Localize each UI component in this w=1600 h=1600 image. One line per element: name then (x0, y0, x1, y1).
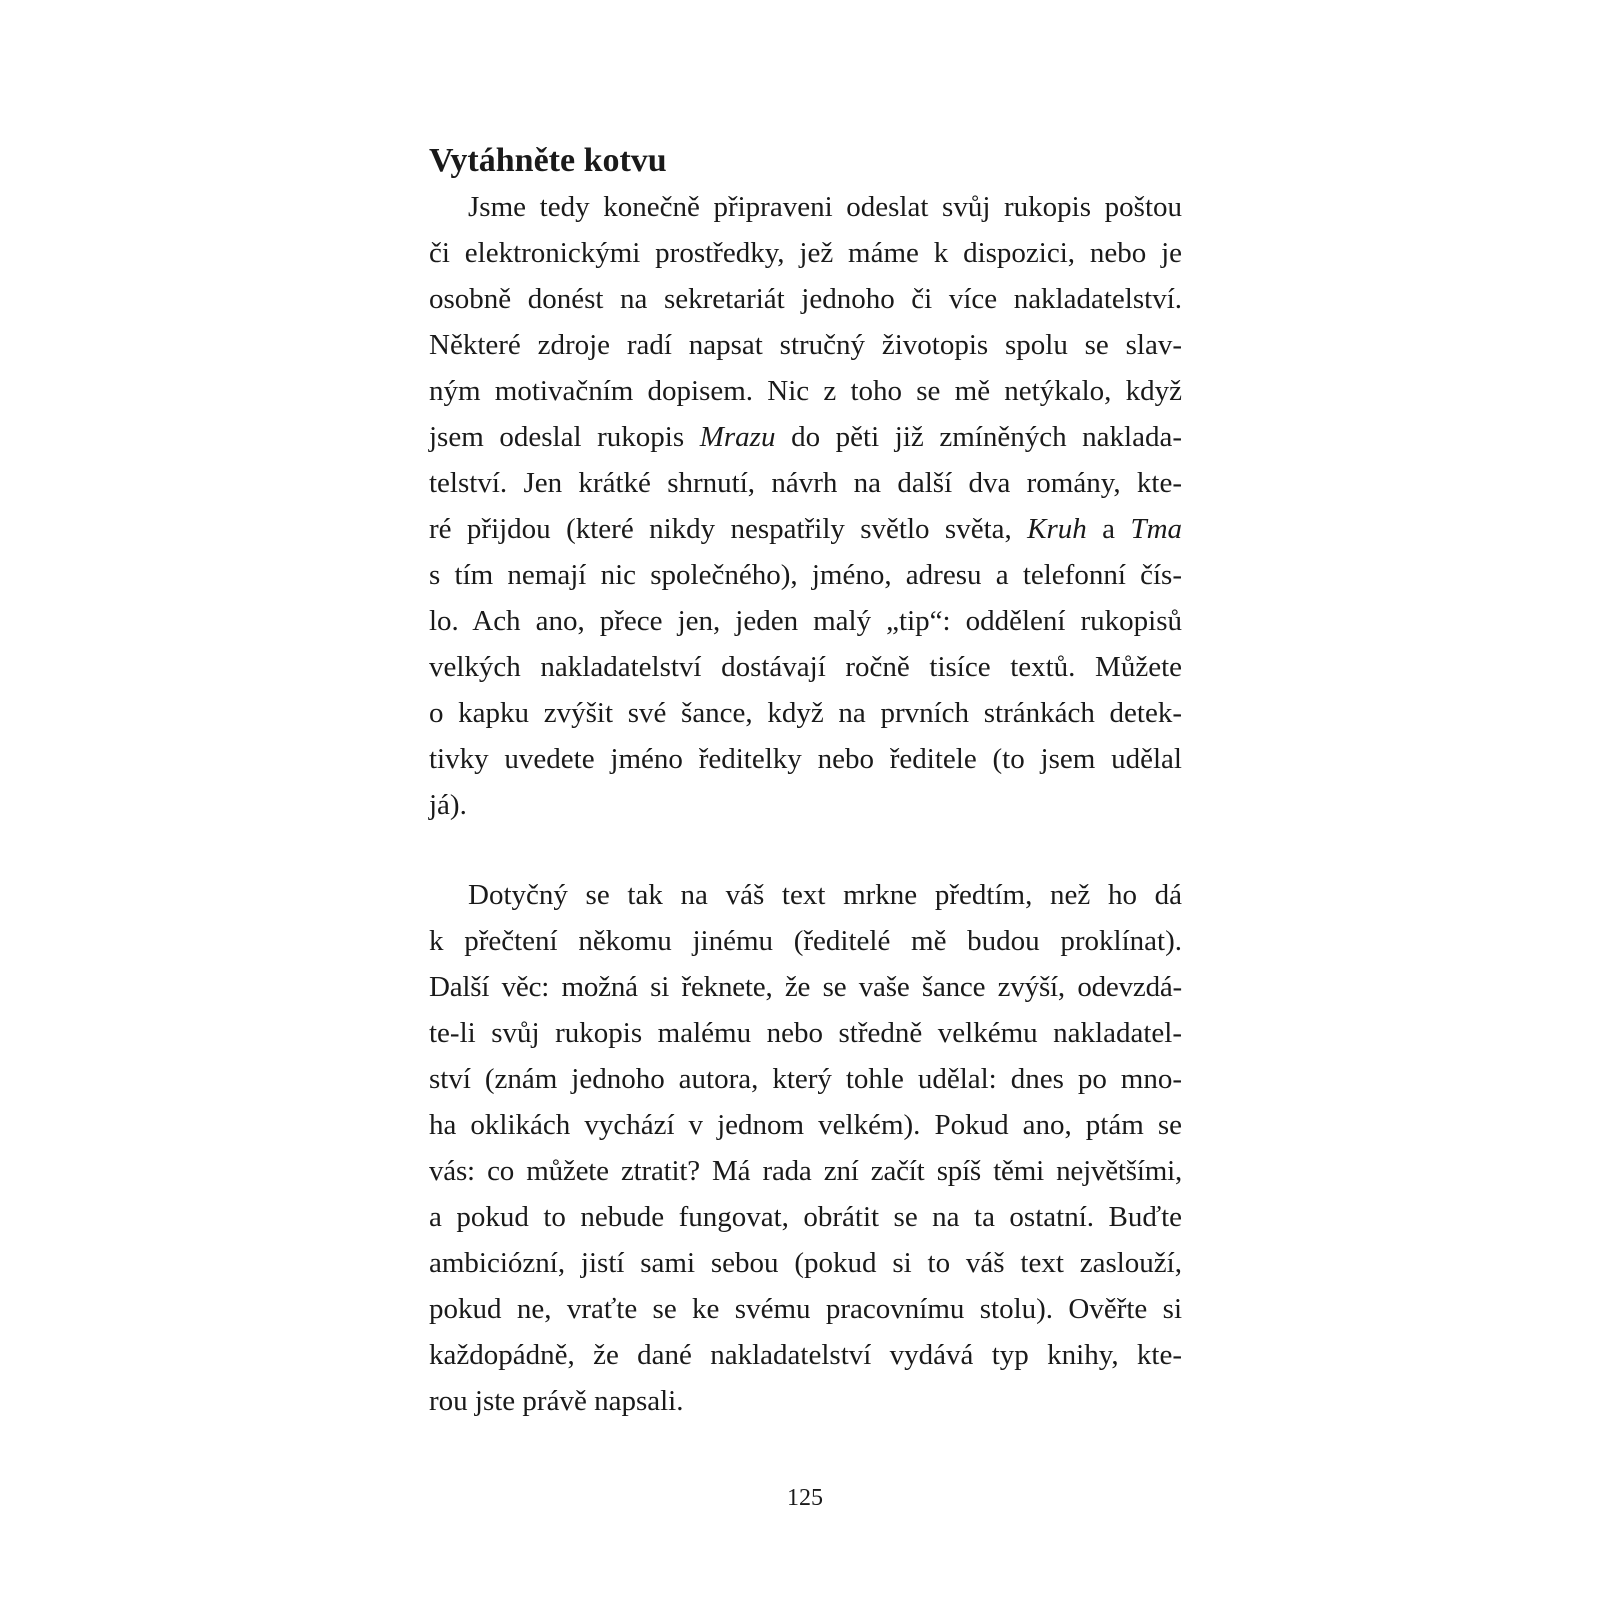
paragraph-line: každopádně, že dané nakladatelství vydává typ knihy, kte- (429, 1339, 1182, 1371)
book-title-italic: Mrazu (699, 421, 776, 453)
paragraph-line: ným motivačním dopisem. Nic z toho se mě netýkalo, když (429, 375, 1182, 407)
paragraph-line: ambiciózní, jistí sami sebou (pokud si to váš text zaslouží, (429, 1247, 1182, 1279)
line-text: jsem odeslal rukopis (429, 421, 700, 453)
paragraph-line: osobně donést na sekretariát jednoho či více nakladatelství. (429, 283, 1182, 315)
paragraph-line: te-li svůj rukopis malému nebo středně velkému nakladatel- (429, 1017, 1182, 1049)
paragraph-line: a pokud to nebude fungovat, obrátit se na ta ostatní. Buďte (429, 1201, 1182, 1233)
paragraph-line: Dotyčný se tak na váš text mrkne předtím, než ho dá (468, 879, 1182, 911)
paragraph-line: s tím nemají nic společného), jméno, adresu a telefonní čís- (429, 559, 1182, 591)
line-text: ré přijdou (které nikdy nespatřily světlo světa, (429, 513, 1028, 545)
line-text: a (1086, 513, 1131, 545)
paragraph-line: Další věc: možná si řeknete, že se vaše šance zvýší, odevzdá- (429, 971, 1182, 1003)
paragraph-line: Některé zdroje radí napsat stručný životopis spolu se slav- (429, 329, 1182, 361)
section-heading: Vytáhněte kotvu (429, 142, 667, 179)
book-title-italic: Tma (1130, 513, 1183, 545)
book-title-italic: Kruh (1027, 513, 1087, 545)
page-number: 125 (787, 1485, 823, 1511)
paragraph-line: rou jste právě napsali. (429, 1385, 684, 1417)
paragraph-line: Jsme tedy konečně připraveni odeslat svůj rukopis poštou (468, 191, 1182, 223)
paragraph-line: k přečtení někomu jinému (ředitelé mě budou proklínat). (429, 925, 1182, 957)
paragraph-line: lo. Ach ano, přece jen, jeden malý „tip“: oddělení rukopisů (429, 605, 1182, 637)
paragraph-line: pokud ne, vraťte se ke svému pracovnímu stolu). Ověřte si (429, 1293, 1182, 1325)
paragraph-line: telství. Jen krátké shrnutí, návrh na další dva romány, kte- (429, 467, 1182, 499)
paragraph-line: ha oklikách vychází v jednom velkém). Pokud ano, ptám se (429, 1109, 1182, 1141)
paragraph-line (429, 506, 1182, 552)
paragraph-line: či elektronickými prostředky, jež máme k dispozici, nebo je (429, 237, 1182, 269)
paragraph-line: já). (429, 789, 467, 821)
paragraph-line (429, 414, 1182, 460)
line-text: do pěti již zmíněných naklada- (775, 421, 1183, 453)
paragraph-line: velkých nakladatelství dostávají ročně tisíce textů. Můžete (429, 651, 1182, 683)
paragraph-line: ství (znám jednoho autora, který tohle udělal: dnes po mno- (429, 1063, 1182, 1095)
paragraph-line: tivky uvedete jméno ředitelky nebo ředitele (to jsem udělal (429, 743, 1182, 775)
paragraph-line: vás: co můžete ztratit? Má rada zní začít spíš těmi největšími, (429, 1155, 1182, 1187)
paragraph-line: o kapku zvýšit své šance, když na prvních stránkách detek- (429, 697, 1182, 729)
